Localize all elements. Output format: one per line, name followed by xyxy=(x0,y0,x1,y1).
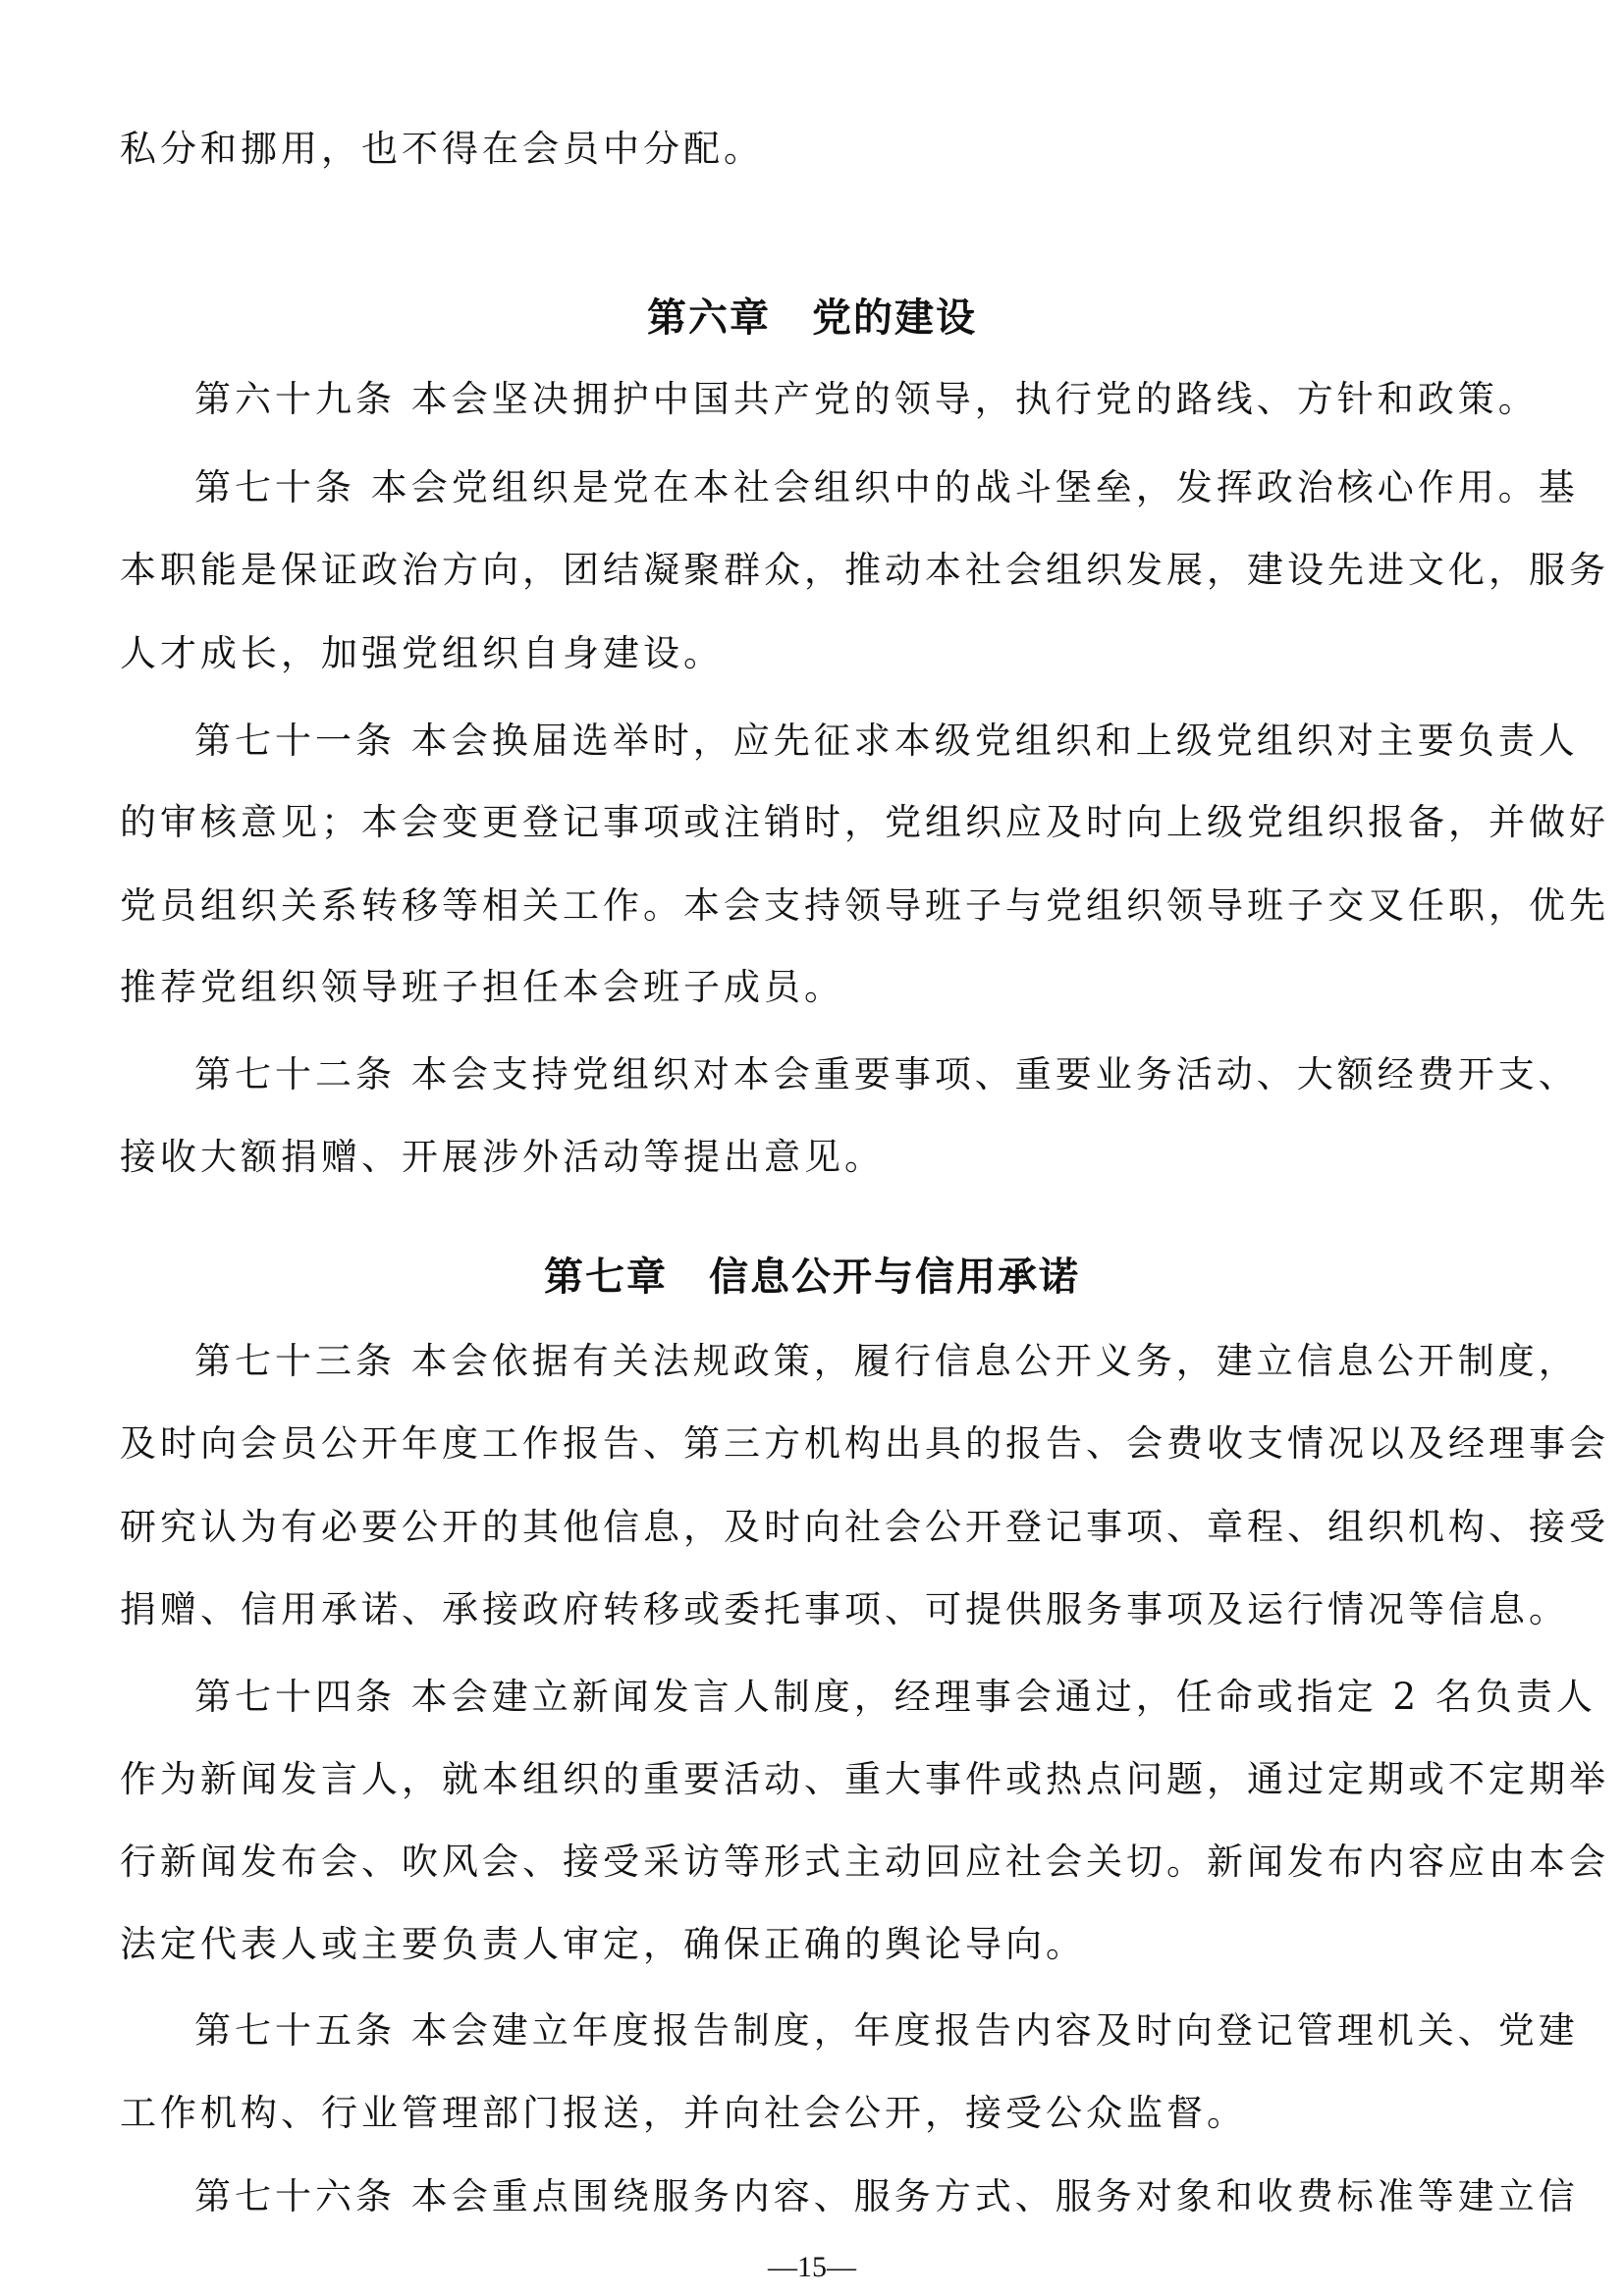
chapter-6-heading: 第六章 党的建设 xyxy=(647,295,977,341)
article-70-line-3: 人才成长，加强党组织自身建设。 xyxy=(120,632,724,674)
article-74-line-4: 法定代表人或主要负责人审定，确保正确的舆论导向。 xyxy=(120,1923,1086,1965)
article-74-line-2: 作为新闻发言人，就本组织的重要活动、重大事件或热点问题，通过定期或不定期举 xyxy=(120,1758,1609,1800)
article-72-line-2: 接收大额捐赠、开展涉外活动等提出意见。 xyxy=(120,1136,885,1178)
page-number: —15— xyxy=(768,2251,856,2283)
article-75-line-2: 工作机构、行业管理部门报送，并向社会公开，接受公众监督。 xyxy=(120,2092,1247,2134)
article-73-line-4: 捐赠、信用承诺、承接政府转移或委托事项、可提供服务事项及运行情况等信息。 xyxy=(120,1588,1569,1630)
article-74-line-3: 行新闻发布会、吹风会、接受采访等形式主动回应社会关切。新闻发布内容应由本会 xyxy=(120,1841,1609,1883)
article-71-line-4: 推荐党组织领导班子担任本会班子成员。 xyxy=(120,966,844,1008)
chapter-7-heading: 第七章 信息公开与信用承诺 xyxy=(544,1255,1080,1300)
article-76-line-1: 第七十六条 本会重点围绕服务内容、服务方式、服务对象和收费标准等建立信 xyxy=(194,2175,1579,2217)
article-73-line-3: 研究认为有必要公开的其他信息，及时向社会公开登记事项、章程、组织机构、接受 xyxy=(120,1506,1609,1548)
article-69: 第六十九条 本会坚决拥护中国共产党的领导，执行党的路线、方针和政策。 xyxy=(194,378,1539,420)
article-71-line-1: 第七十一条 本会换届选举时，应先征求本级党组织和上级党组织对主要负责人 xyxy=(194,720,1579,762)
text-line-continuation: 私分和挪用，也不得在会员中分配。 xyxy=(120,128,764,170)
article-71-line-3: 党员组织关系转移等相关工作。本会支持领导班子与党组织领导班子交叉任职，优先 xyxy=(120,884,1609,927)
article-70-line-2: 本职能是保证政治方向，团结凝聚群众，推动本社会组织发展，建设先进文化，服务 xyxy=(120,549,1609,591)
article-72-line-1: 第七十二条 本会支持党组织对本会重要事项、重要业务活动、大额经费开支、 xyxy=(194,1053,1579,1095)
article-71-line-2: 的审核意见；本会变更登记事项或注销时，党组织应及时向上级党组织报备，并做好 xyxy=(120,801,1609,843)
article-75-line-1: 第七十五条 本会建立年度报告制度，年度报告内容及时向登记管理机关、党建 xyxy=(194,2009,1579,2052)
article-73-line-1: 第七十三条 本会依据有关法规政策，履行信息公开义务，建立信息公开制度， xyxy=(194,1340,1579,1382)
article-74-line-1: 第七十四条 本会建立新闻发言人制度，经理事会通过，任命或指定 2 名负责人 xyxy=(194,1676,1597,1718)
article-73-line-2: 及时向会员公开年度工作报告、第三方机构出具的报告、会费收支情况以及经理事会 xyxy=(120,1422,1609,1465)
article-70-line-1: 第七十条 本会党组织是党在本社会组织中的战斗堡垒，发挥政治核心作用。基 xyxy=(194,466,1579,508)
